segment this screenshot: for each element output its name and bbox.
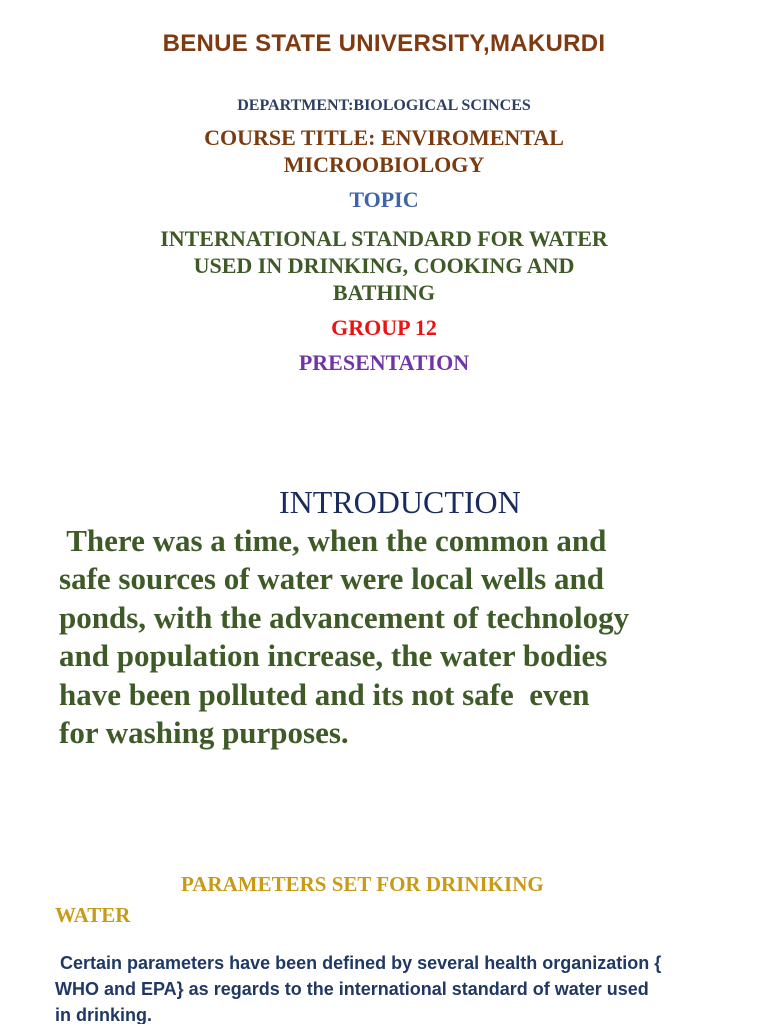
- introduction-line: for washing purposes.: [59, 715, 349, 751]
- course-title-line-2: MICROOBIOLOGY: [283, 152, 485, 177]
- introduction-line: There was a time, when the common and: [59, 523, 607, 558]
- introduction-line: have been polluted and its not safe even: [59, 676, 590, 712]
- topic-line-3: BATHING: [332, 280, 436, 305]
- introduction-line: ponds, with the advancement of technology: [59, 599, 630, 635]
- topic-line-2: USED IN DRINKING, COOKING AND: [193, 253, 575, 278]
- parameters-line: in drinking.: [55, 1005, 152, 1024]
- introduction-heading: INTRODUCTION: [279, 484, 521, 520]
- parameters-line: WHO and EPA} as regards to the international standard of water used: [55, 979, 649, 999]
- presentation-label: PRESENTATION: [298, 350, 470, 375]
- introduction-line: safe sources of water were local wells and: [59, 561, 604, 597]
- parameters-paragraph: [55, 950, 745, 1024]
- introduction-paragraph: [59, 522, 759, 752]
- university-title: BENUE STATE UNIVERSITY,MAKURDI: [162, 30, 606, 57]
- introduction-line: and population increase, the water bodies: [59, 638, 608, 674]
- department-line: DEPARTMENT:BIOLOGICAL SCINCES: [237, 97, 531, 114]
- parameters-heading-line-1: PARAMETERS SET FOR DRINIKING: [181, 872, 544, 896]
- parameters-heading-line-2: WATER: [55, 903, 131, 927]
- topic-label: TOPIC: [349, 187, 419, 212]
- topic-line-1: INTERNATIONAL STANDARD FOR WATER: [160, 226, 608, 251]
- group-label: GROUP 12: [331, 315, 437, 340]
- parameters-line: Certain parameters have been defined by several health organization {: [55, 953, 662, 973]
- course-title-line-1: COURSE TITLE: ENVIROMENTAL: [204, 125, 564, 150]
